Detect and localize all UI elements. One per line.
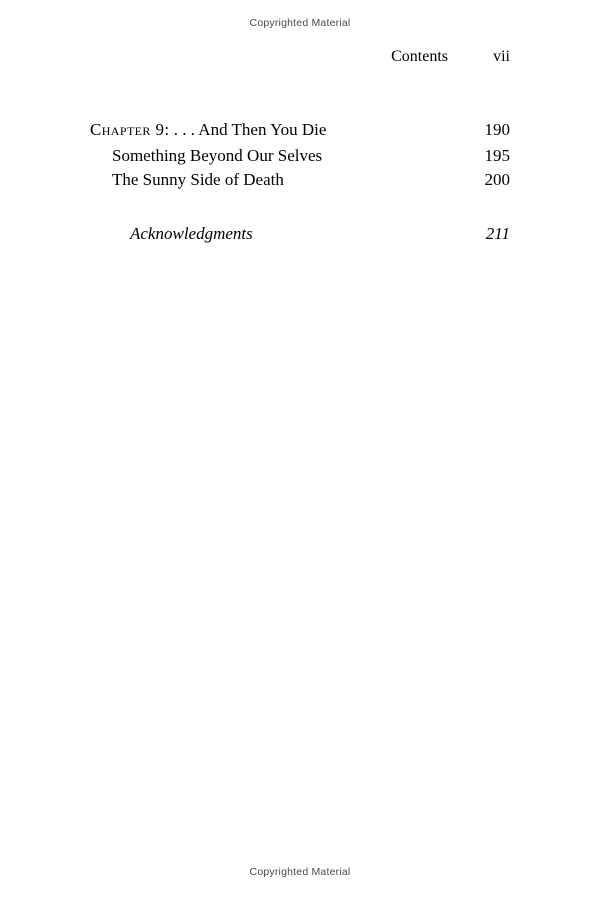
toc-backmatter-page: 211 bbox=[485, 224, 510, 243]
toc-chapter-page: 190 bbox=[484, 120, 510, 139]
table-of-contents bbox=[90, 120, 510, 246]
toc-backmatter-entry bbox=[90, 224, 510, 244]
toc-section-entry bbox=[90, 146, 510, 166]
toc-chapter-title: . . . And Then You Die bbox=[169, 120, 327, 139]
toc-section-entry bbox=[90, 170, 510, 190]
running-head bbox=[90, 48, 510, 66]
watermark-top: Copyrighted Material bbox=[249, 17, 351, 29]
toc-section-page: 195 bbox=[484, 146, 510, 165]
running-head-folio: vii bbox=[493, 48, 510, 65]
toc-section-page: 200 bbox=[484, 170, 510, 189]
toc-chapter-entry bbox=[90, 120, 510, 140]
toc-section-label: Something Beyond Our Selves bbox=[112, 146, 323, 165]
toc-chapter-prefix: Chapter 9: bbox=[90, 120, 170, 139]
toc-section-label: The Sunny Side of Death bbox=[112, 170, 284, 189]
toc-backmatter-label: Acknowledgments bbox=[130, 224, 253, 243]
toc-chapter-label bbox=[90, 120, 326, 140]
toc-spacer bbox=[90, 194, 510, 224]
watermark-bottom: Copyrighted Material bbox=[249, 866, 351, 878]
running-head-title: Contents bbox=[391, 48, 448, 65]
